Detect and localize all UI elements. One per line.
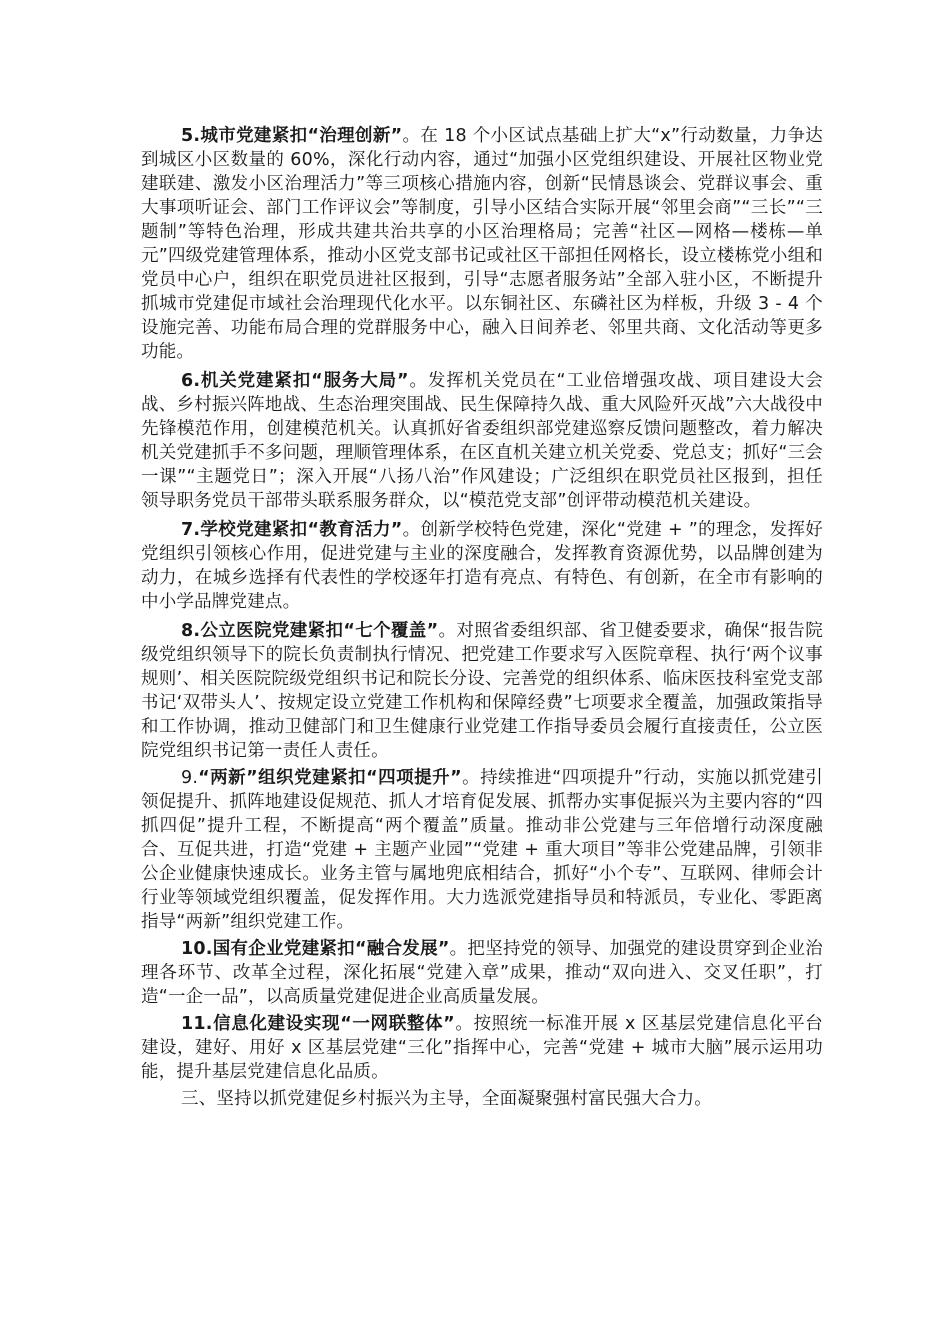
paragraph-body: 。把坚持党的领导、加强党的建设贯穿到企业治理各环节、改革全过程，深化拓展“党建入章”成果，推动“双向进入、交叉任职”，打造“一企一品”，以高质量党建促进企业高质量发展。	[141, 939, 823, 1007]
document-page	[141, 124, 823, 1111]
paragraph-body: 。创新学校特色党建，深化“党建 + ”的理念，发挥好党组织引领核心作用，促进党建与主业的深度融合，发挥教育资源优势，以品牌创建为动力，在城乡选择有代表性的学校逐年打造有亮点、有特色、有创新，在全市有影响的中小学品牌党建点。	[141, 520, 823, 612]
paragraph-body: 。对照省委组织部、省卫健委要求，确保“报告院级党组织领导下的院长负责制执行情况、把党建工作要求写入医院章程、执行‘两个议事规则’、相关医院院级党组织书记和院长分设、完善党的组织体系、临床医技科室党支部书记‘双带头人’、按规定设立党建工作机构和保障经费”七项要求全覆盖，加强政策指导和工作协调，推动卫健部门和卫生健康行业党建工作指导委员会履行直接责任，公立医院党组织书记第一责任人责任。	[141, 621, 823, 761]
paragraph-heading: 机关党建紧扣“服务大局”	[200, 371, 409, 391]
paragraph-heading: “两新”组织党建紧扣“四项提升”	[198, 768, 462, 788]
paragraph-body: 。发挥机关党员在“工业倍增强攻战、项目建设大会战、乡村振兴阵地战、生态治理突围战、民生保障持久战、重大风险歼灭战”六大战役中先锋模范作用，创建模范机关。认真抓好省委组织部党建巡察反馈问题整改，着力解决机关党建抓手不多问题，理顺管理体系，在区直机关建立机关党委、党总支；抓好“三会一课”“主题党日”；深入开展“八扬八治”作风建设；广泛组织在职党员社区报到，担任领导职务党员干部带头联系服务群众，以“模范党支部”创评带动模范机关建设。	[141, 371, 823, 511]
section-heading-three	[141, 1087, 823, 1111]
paragraph-number: 9.	[181, 768, 199, 788]
paragraph-number: 11.	[181, 1014, 213, 1034]
paragraph-number: 10.	[181, 939, 213, 959]
paragraph-8	[141, 619, 823, 763]
paragraph-6	[141, 369, 823, 513]
paragraph-heading: 城市党建紧扣“治理创新”	[200, 126, 403, 146]
paragraph-number: 5.	[181, 126, 201, 146]
paragraph-number: 7.	[181, 520, 201, 540]
paragraph-heading: 学校党建紧扣“教育活力”	[200, 520, 403, 540]
paragraph-10	[141, 937, 823, 1009]
paragraph-number: 8.	[181, 621, 201, 641]
paragraph-body: 。在 18 个小区试点基础上扩大“x”行动数量，力争达到城区小区数量的 60%，深化行动内容，通过“加强小区党组织建设、开展社区物业党建联建、激发小区治理活力”等三项核心措施内容，创新“民情恳谈会、党群议事会、重大事项听证会、部门工作评议会”等制度，引导小区结合实际开展“邻里会商”“三长”“三题制”等特色治理，形成共建共治共享的小区治理格局；完善“社区—网格—楼栋—单元”四级党建管理体系，推动小区党支部书记或社区干部担任网格长，设立楼栋党小组和党员中心户，组织在职党员进社区报到，引导“志愿者服务站”全部入驻小区，不断提升抓城市党建促市域社会治理现代化水平。以东铜社区、东磷社区为样板，升级 3 - 4 个设施完善、功能布局合理的党群服务中心，融入日间养老、邻里共商、文化活动等更多功能。	[141, 126, 824, 362]
paragraph-7	[141, 518, 823, 614]
paragraph-body: 。按照统一标准开展 x 区基层党建信息化平台建设，建好、用好 x 区基层党建“三化”指挥中心，完善“党建 + 城市大脑”展示运用功能，提升基层党建信息化品质。	[141, 1014, 823, 1082]
paragraph-5	[141, 124, 823, 364]
paragraph-body: 。持续推进“四项提升”行动，实施以抓党建引领促提升、抓阵地建设促规范、抓人才培育促发展、抓帮办实事促振兴为主要内容的“四抓四促”提升工程，不断提高“两个覆盖”质量。推动非公党建与三年倍增行动深度融合、互促共进，打造“党建 + 主题产业园”“党建 + 重大项目”等非公党建品牌，引领非公企业健康快速成长。业务主管与属地兜底相结合，抓好“小个专”、互联网、律师会计行业等领域党组织覆盖，促发挥作用。大力选派党建指导员和特派员，专业化、零距离指导“两新”组织党建工作。	[141, 768, 823, 932]
paragraph-heading: 国有企业党建紧扣“融合发展”	[212, 939, 450, 959]
section-heading-text: 三、坚持以抓党建促乡村振兴为主导，全面凝聚强村富民强大合力。	[181, 1089, 712, 1109]
paragraph-heading: 公立医院党建紧扣“七个覆盖”	[200, 621, 439, 641]
paragraph-9	[141, 766, 823, 934]
paragraph-number: 6.	[181, 371, 201, 391]
paragraph-heading: 信息化建设实现“一网联整体”	[212, 1014, 455, 1034]
paragraph-11	[141, 1012, 823, 1084]
